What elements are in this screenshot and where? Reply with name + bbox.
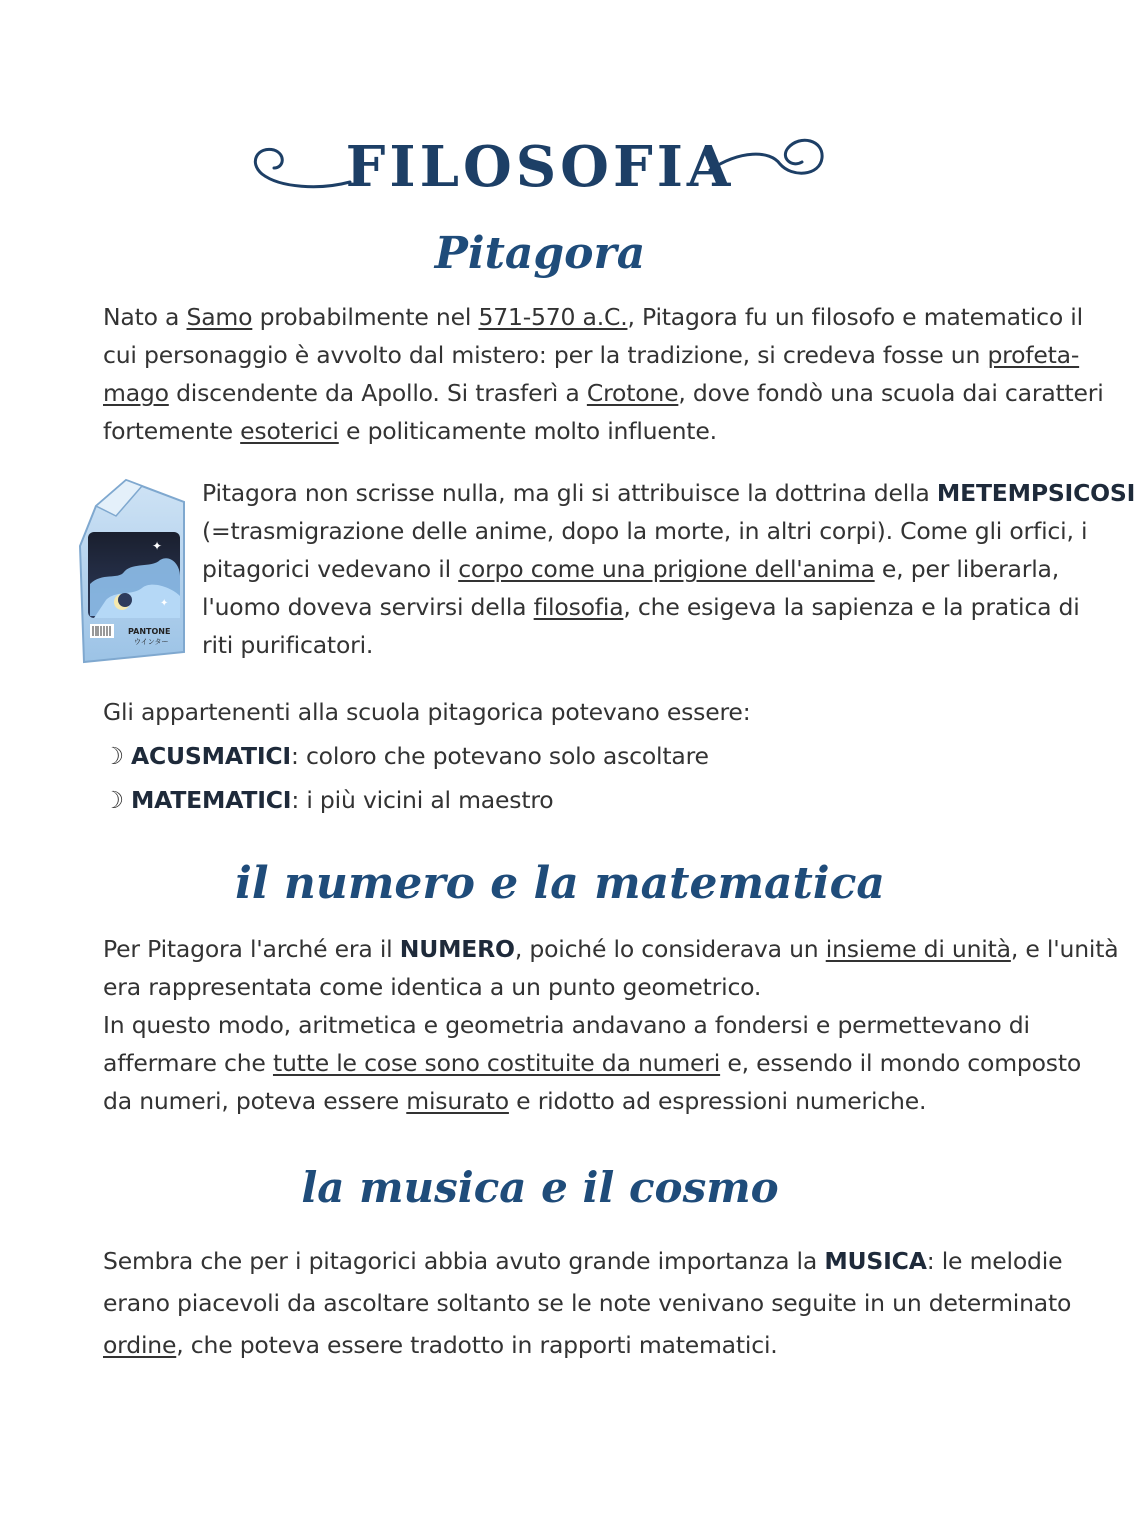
numero-paragraph: Per Pitagora l'arché era il NUMERO, poiché lo considerava un insieme di unità, e l'unità era rappresentata come identica a un punto geometrico. In questo modo, aritmetica e geometria andavano a fondersi e permettevano di affermare che tutte le cose sono costituite da numeri e, essendo il mondo composto da numeri, poteva essere misurato e ridotto ad espressioni numeriche. — [103, 935, 1119, 1115]
title-banner — [240, 120, 840, 210]
keyword-ordine: ordine — [103, 1331, 177, 1359]
keyword-mago: mago — [103, 379, 169, 407]
musica-paragraph: Sembra che per i pitagorici abbia avuto grande importanza la MUSICA: le melodie erano piacevoli da ascoltare soltanto se le note venivano seguite in un determinato ordine, che poteva essere tradotto in rapporti matematici. — [103, 1247, 1072, 1359]
keyword-date: 571-570 a.C. — [478, 303, 628, 331]
keyword-metempsicosi: METEMPSICOSI — [936, 479, 1135, 507]
intro-paragraph: Nato a Samo probabilmente nel 571-570 a.C., Pitagora fu un filosofo e matematico il cui personaggio è avvolto dal mistero: per la tradizione, si credeva fosse un profeta- mago discendente da Apollo. Si trasferì a Crotone, dove fondò una scuola dai caratteri fortemente esoterici e politicamente molto influente. — [103, 303, 1104, 445]
milk-carton-illustration — [76, 476, 188, 662]
keyword-profeta: profeta- — [987, 341, 1080, 369]
list-item: ☽ ACUSMATICI: coloro che potevano solo ascoltare — [103, 734, 983, 778]
keyword-crotone: Crotone — [586, 379, 679, 407]
doctrine-paragraph: Pitagora non scrisse nulla, ma gli si attribuisce la dottrina della METEMPSICOSI (=trasmigrazione delle anime, dopo la morte, in altri corpi). Come gli orfici, i pitagorici vedevano il corpo come una prigione dell'anima e, per liberarla, l'uomo doveva servirsi della filosofia, che esigeva la sapienza e la pratica di riti purificatori. — [202, 479, 1135, 659]
section-heading-musica: la musica e il cosmo — [301, 1163, 779, 1212]
svg-text:✦: ✦ — [152, 539, 163, 553]
moon-bullet-icon: ☽ — [103, 742, 124, 770]
keyword-tutte-le-cose: tutte le cose sono costituite da numeri — [272, 1049, 721, 1077]
schools-intro: Gli appartenenti alla scuola pitagorica potevano essere: — [103, 698, 751, 726]
svg-text:✦: ✦ — [160, 598, 169, 609]
keyword-corpo-prigione: corpo come una prigione dell'anima — [458, 555, 875, 583]
section-heading-numero: il numero e la matematica — [235, 858, 885, 909]
keyword-samo: Samo — [186, 303, 253, 331]
page-title: FILOSOFIA — [345, 134, 735, 200]
carton-brand-label: PANTONE — [128, 627, 171, 636]
carton-sub-label: ウインター — [134, 638, 169, 646]
moon-bullet-icon: ☽ — [103, 786, 124, 814]
keyword-filosofia: filosofia — [533, 593, 624, 621]
keyword-insieme: insieme di unità — [825, 935, 1011, 963]
section-heading-pitagora: Pitagora — [434, 228, 646, 279]
keyword-esoterici: esoterici — [240, 417, 339, 445]
schools-list — [103, 690, 983, 822]
list-item: ☽ MATEMATICI: i più vicini al maestro — [103, 778, 983, 822]
keyword-musica: MUSICA — [824, 1247, 927, 1275]
keyword-numero: NUMERO — [399, 935, 515, 963]
keyword-misurato: misurato — [406, 1087, 509, 1115]
